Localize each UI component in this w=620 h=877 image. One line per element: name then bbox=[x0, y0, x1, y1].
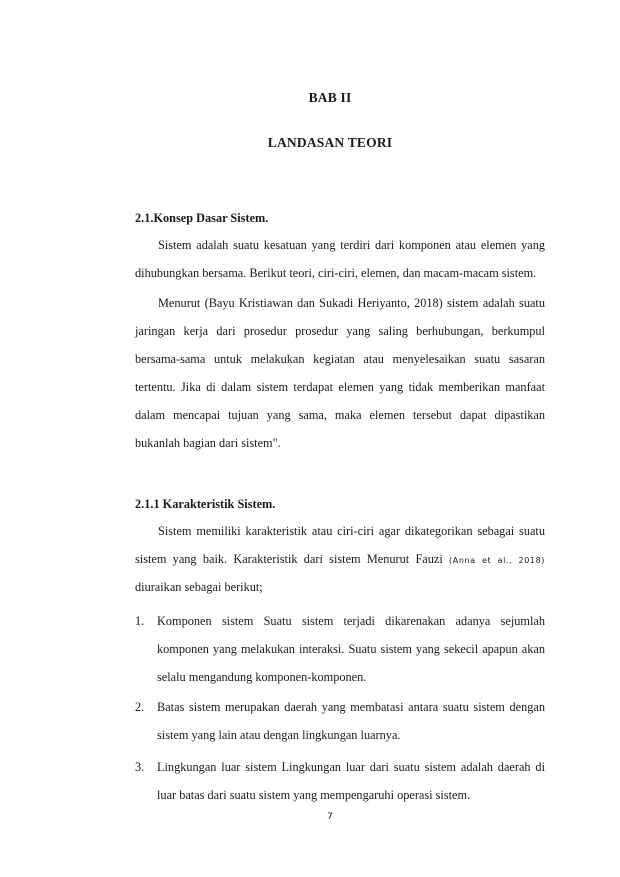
chapter-title: LANDASAN TEORI bbox=[267, 135, 393, 150]
chapter-label: BAB II bbox=[308, 90, 352, 105]
text-line: jaringan kerja dari prosedur prosedur yang saling berhubungan, berkumpul bbox=[135, 324, 545, 338]
text-line: bukanlah bagian dari sistem". bbox=[135, 436, 281, 450]
list-item-line: selalu mengandung komponen-komponen. bbox=[157, 670, 367, 684]
text-line: tertentu. Jika di dalam sistem terdapat elemen yang tidak memberikan manfaat bbox=[135, 380, 545, 394]
text-line: Sistem memiliki karakteristik atau ciri-ciri agar dikategorikan sebagai suatu bbox=[158, 524, 545, 538]
list-item-line: Lingkungan luar sistem Lingkungan luar dari suatu sistem adalah daerah di bbox=[157, 760, 545, 774]
list-number: 2. bbox=[135, 700, 145, 714]
list-item-line: Batas sistem merupakan daerah yang membatasi antara suatu sistem dengan bbox=[157, 700, 545, 714]
text-line: diuraikan sebagai berikut; bbox=[135, 580, 263, 594]
text-line: dalam mencapai tujuan yang sama, maka elemen tersebut dapat dipastikan bbox=[135, 408, 545, 422]
section-heading: 2.1.Konsep Dasar Sistem. bbox=[135, 211, 269, 225]
list-item-line: Komponen sistem Suatu sistem terjadi dikarenakan adanya sejumlah bbox=[157, 614, 545, 628]
list-item-line: komponen yang melakukan interaksi. Suatu sistem yang sekecil apapun akan bbox=[157, 642, 545, 656]
list-number: 3. bbox=[135, 760, 145, 774]
text-line: Menurut (Bayu Kristiawan dan Sukadi Heriyanto, 2018) sistem adalah suatu bbox=[158, 296, 545, 310]
list-item-line: luar batas dari suatu sistem yang mempengaruhi operasi sistem. bbox=[157, 788, 471, 802]
citation: (Anna et al., 2018) bbox=[449, 556, 545, 565]
text-segment: sistem yang baik. Karakteristik dari sistem Menurut Fauzi bbox=[135, 552, 443, 566]
list-number: 1. bbox=[135, 614, 145, 628]
text-line: bersama-sama untuk melakukan kegiatan atau menyelesaikan suatu sasaran bbox=[135, 352, 545, 366]
text-line: dihubungkan bersama. Berikut teori, ciri-ciri, elemen, dan macam-macam sistem. bbox=[135, 266, 537, 280]
page-number: 7 bbox=[327, 812, 333, 822]
subsection-heading: 2.1.1 Karakteristik Sistem. bbox=[135, 497, 276, 511]
text-line bbox=[135, 552, 545, 567]
list-item-line: sistem yang lain atau dengan lingkungan luarnya. bbox=[157, 728, 401, 742]
text-line: Sistem adalah suatu kesatuan yang terdiri dari komponen atau elemen yang bbox=[158, 238, 545, 252]
